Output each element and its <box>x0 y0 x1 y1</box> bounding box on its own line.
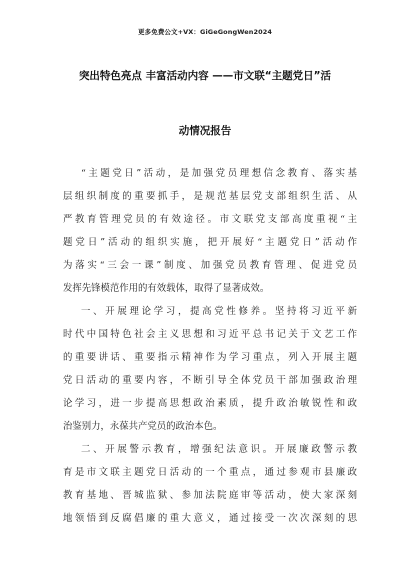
paragraph-2-line: 的重要讲话、重要指示精神作为学习重点，列入开展主题 <box>63 352 357 363</box>
paragraph-1-line: 题党日”活动的组织实施，把开展好“主题党日”活动作 <box>63 237 357 248</box>
report-title-line-2: 动情况报告 <box>178 125 232 137</box>
paragraph-1-line: 发挥先锋模范作用的有效载体，取得了显著成效。 <box>63 283 270 294</box>
header-note: 更多免费公文+VX：GiGeGongWen2024 <box>138 28 272 36</box>
paragraph-1-line: “主题党日”活动，是加强党员理想信念教育、落实基 <box>81 168 357 179</box>
paragraph-2-line: 治鉴别力，永葆共产党员的政治本色。 <box>63 421 223 432</box>
paragraph-2-line: 一、开展理论学习，提高党性修养。坚持将习近平新 <box>81 306 357 317</box>
paragraph-3-line: 地领悟到反腐倡廉的重大意义，通过接受一次次深刻的思 <box>63 513 357 524</box>
paragraph-3-line: 育是市文联主题党日活动的一个重点，通过参观市县廉政 <box>63 467 357 478</box>
paragraph-2-line: 时代中国特色社会主义思想和习近平总书记关于文艺工作 <box>63 329 357 340</box>
paragraph-1-line: 严教育管理党员的有效途径。市文联党支部高度重视“主 <box>63 214 357 225</box>
report-title-line-1: 突出特色亮点 丰富活动内容 ——市文联“主题党日”活 <box>78 70 332 82</box>
paragraph-3-line: 二、开展警示教育，增强纪法意识。开展廉政警示教 <box>81 444 357 455</box>
paragraph-3-line: 教育基地、晋城监狱、参加法院庭审等活动，使大家深刻 <box>63 490 357 501</box>
paragraph-1-line: 为落实“三会一课”制度、加强党员教育管理、促进党员 <box>63 260 357 271</box>
paragraph-2-line: 论学习，进一步提高思想政治素质，提升政治敏锐性和政 <box>63 398 357 409</box>
paragraph-2-line: 党日活动的重要内容，不断引导全体党员干部加强政治理 <box>63 375 357 386</box>
paragraph-1-line: 层组织制度的重要抓手，是规范基层党支部组织生活、从 <box>63 191 357 202</box>
